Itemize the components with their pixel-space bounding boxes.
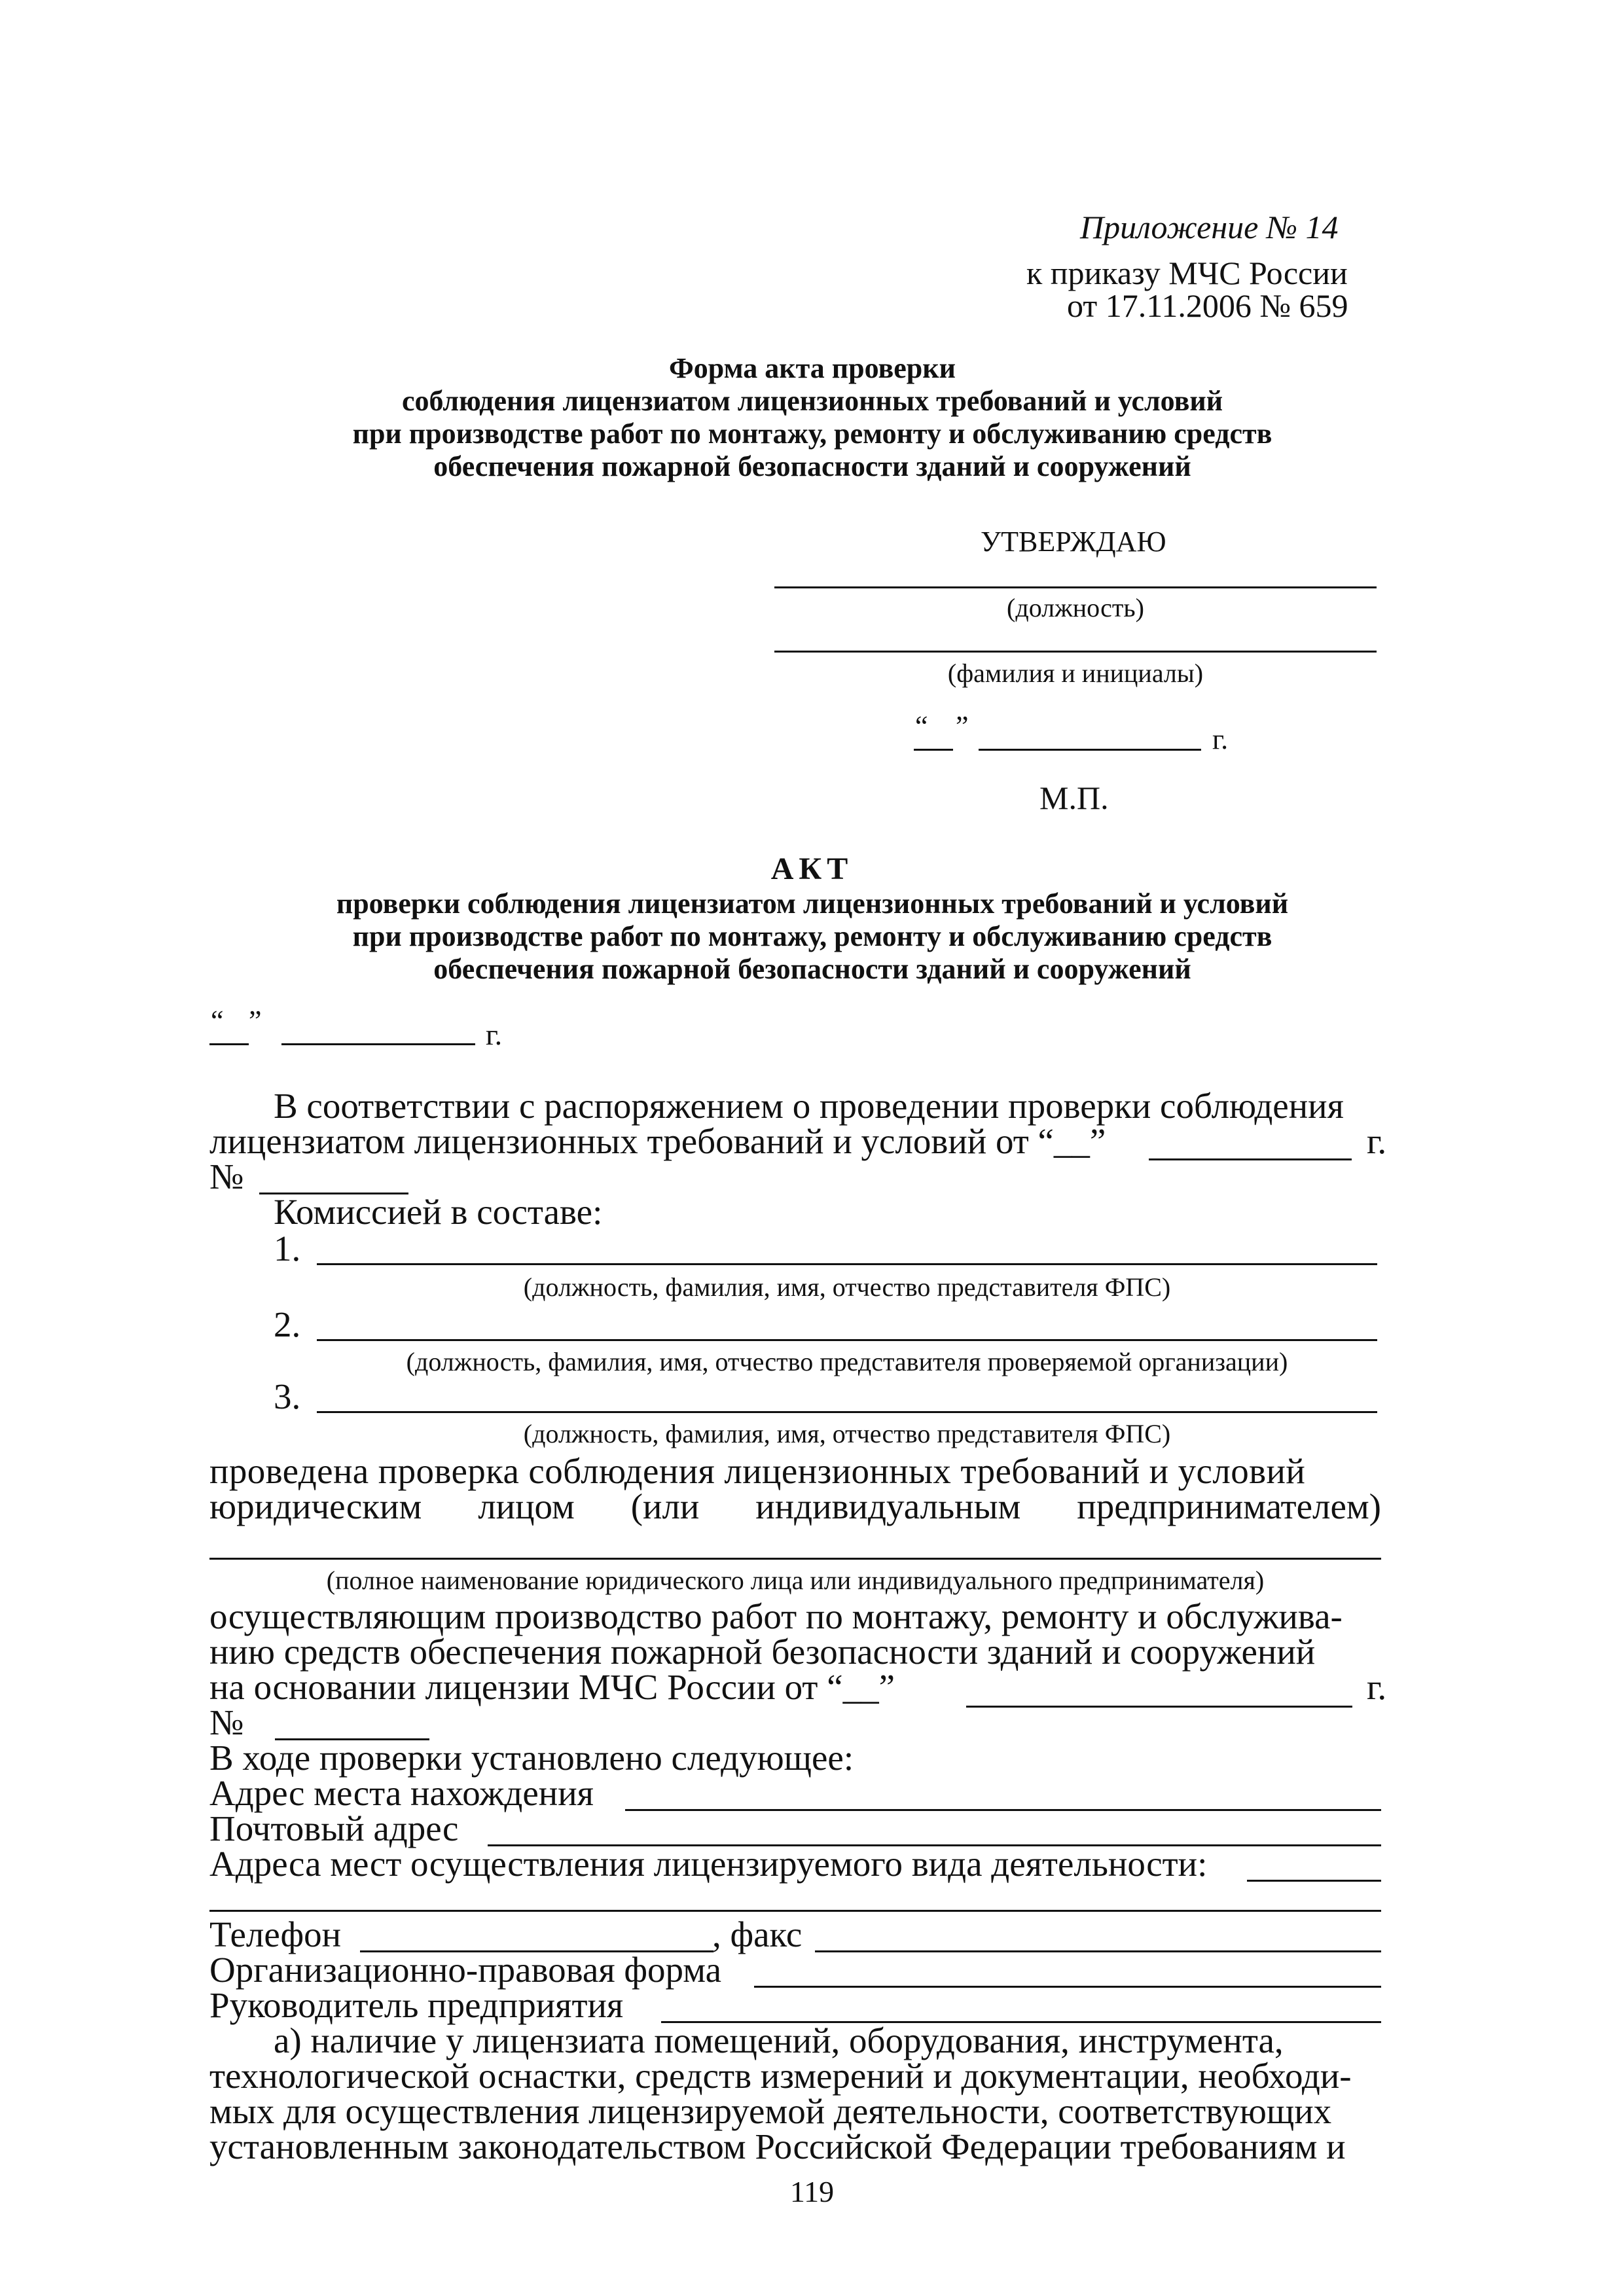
address-label: Адрес места нахождения — [209, 1773, 594, 1813]
activity-line-1: осуществляющим производство работ по монтажу, ремонту и обслужива- — [209, 1596, 1343, 1636]
conducted-word: (или — [630, 1486, 700, 1526]
position-caption: (должность) — [1007, 593, 1144, 622]
act-date-month-blank — [281, 1043, 475, 1045]
order-line-2: лицензиатом лицензионных требований и условий от “__” — [209, 1121, 1106, 1161]
entity-name-blank — [209, 1558, 1381, 1560]
order-date-blank — [1149, 1158, 1352, 1160]
form-title-line: соблюдения лицензиатом лицензионных требований и условий — [401, 385, 1223, 417]
member-2-blank — [317, 1339, 1377, 1341]
act-subtitle-line: при производстве работ по монтажу, ремонту и обслуживанию средств — [352, 920, 1272, 952]
approval-heading: УТВЕРЖДАЮ — [981, 526, 1166, 558]
member-2-caption: (должность, фамилия, имя, отчество представителя проверяемой организации) — [406, 1347, 1288, 1376]
member-1-caption: (должность, фамилия, имя, отчество представителя ФПС) — [523, 1272, 1171, 1302]
approval-day-blank — [914, 749, 953, 751]
approval-quote-close: ” — [956, 710, 969, 742]
order-number-sign: № — [209, 1157, 244, 1196]
license-date-blank — [966, 1706, 1352, 1708]
member-3-caption: (должность, фамилия, имя, отчество представителя ФПС) — [523, 1419, 1171, 1448]
commission-label: Комиссией в составе: — [274, 1192, 603, 1232]
para-a-line-3: мых для осуществления лицензируемой деятельности, соответствующих — [209, 2091, 1332, 2131]
name-underline — [774, 651, 1377, 653]
approval-month-blank — [979, 749, 1201, 751]
member-2-number: 2. — [274, 1304, 301, 1344]
position-underline — [774, 586, 1377, 588]
para-a-line-1: а) наличие у лицензиата помещений, оборудования, инструмента, — [274, 2020, 1284, 2060]
seal-placeholder: М.П. — [1039, 780, 1109, 816]
legal-form-blank — [754, 1986, 1381, 1988]
appendix-number: Приложение № 14 — [1080, 209, 1339, 245]
name-caption: (фамилия и инициалы) — [947, 658, 1204, 688]
license-number-sign: № — [209, 1702, 244, 1742]
act-subtitle-line: проверки соблюдения лицензиатом лицензионных требований и условий — [336, 888, 1289, 920]
conducted-word: предпринимателем) — [1077, 1486, 1381, 1526]
conducted-word: юридическим — [209, 1486, 422, 1526]
appendix-order-line2: от 17.11.2006 № 659 — [1067, 287, 1348, 324]
appendix-order-line1: к приказу МЧС России — [1026, 255, 1348, 291]
activity-addresses-label: Адреса мест осуществления лицензируемого вида деятельности: — [209, 1844, 1208, 1884]
page-number: 119 — [789, 2175, 835, 2208]
activity-addresses-blank-line — [209, 1910, 1381, 1912]
para-a-line-2: технологической оснастки, средств измерений и документации, необходи- — [209, 2056, 1352, 2096]
order-line-1: В соответствии с распоряжением о проведении проверки соблюдения — [274, 1086, 1344, 1126]
order-year: г. — [1367, 1121, 1387, 1161]
form-title-line: обеспечения пожарной безопасности зданий и сооружений — [433, 450, 1191, 482]
fax-label: , факс — [712, 1914, 803, 1954]
act-date-quote-close: ” — [249, 1005, 262, 1037]
act-date-day-blank — [209, 1043, 249, 1045]
member-1-number: 1. — [274, 1229, 301, 1268]
postal-label: Почтовый адрес — [209, 1808, 459, 1848]
form-title-line: при производстве работ по монтажу, ремонту и обслуживанию средств — [352, 418, 1272, 450]
license-year: г. — [1367, 1667, 1387, 1707]
member-1-blank — [317, 1263, 1377, 1265]
act-subtitle-line: обеспечения пожарной безопасности зданий и сооружений — [433, 953, 1191, 985]
entity-caption: (полное наименование юридического лица или индивидуального предпринимателя) — [326, 1566, 1265, 1595]
form-title-line: Форма акта проверки — [669, 352, 956, 384]
address-blank — [625, 1809, 1381, 1811]
director-label: Руководитель предприятия — [209, 1985, 624, 2025]
phone-label: Телефон — [209, 1914, 342, 1954]
conducted-line-1: проведена проверка соблюдения лицензионных требований и условий — [209, 1451, 1306, 1491]
approval-quote-open: “ — [915, 710, 928, 742]
fax-blank — [815, 1950, 1381, 1952]
para-a-line-4: установленным законодательством Российской Федерации требованиям и — [209, 2126, 1346, 2166]
conducted-word: индивидуальным — [755, 1486, 1021, 1526]
act-date-quote-open: “ — [211, 1005, 224, 1037]
findings-label: В ходе проверки установлено следующее: — [209, 1738, 854, 1778]
conducted-line-2 — [209, 1487, 1381, 1526]
act-heading: АКТ — [770, 852, 854, 886]
activity-line-2: нию средств обеспечения пожарной безопасности зданий и сооружений — [209, 1632, 1316, 1672]
act-date-year: г. — [486, 1018, 503, 1051]
form-title — [216, 352, 1409, 483]
legal-form-label: Организационно-правовая форма — [209, 1950, 722, 1990]
member-3-blank — [317, 1411, 1377, 1413]
activity-addresses-blank-inline — [1247, 1880, 1381, 1882]
act-subtitle — [216, 888, 1409, 986]
approval-year: г. — [1212, 723, 1229, 755]
conducted-word: лицом — [478, 1486, 575, 1526]
license-line: на основании лицензии МЧС России от “__” — [209, 1667, 895, 1707]
member-3-number: 3. — [274, 1376, 301, 1416]
